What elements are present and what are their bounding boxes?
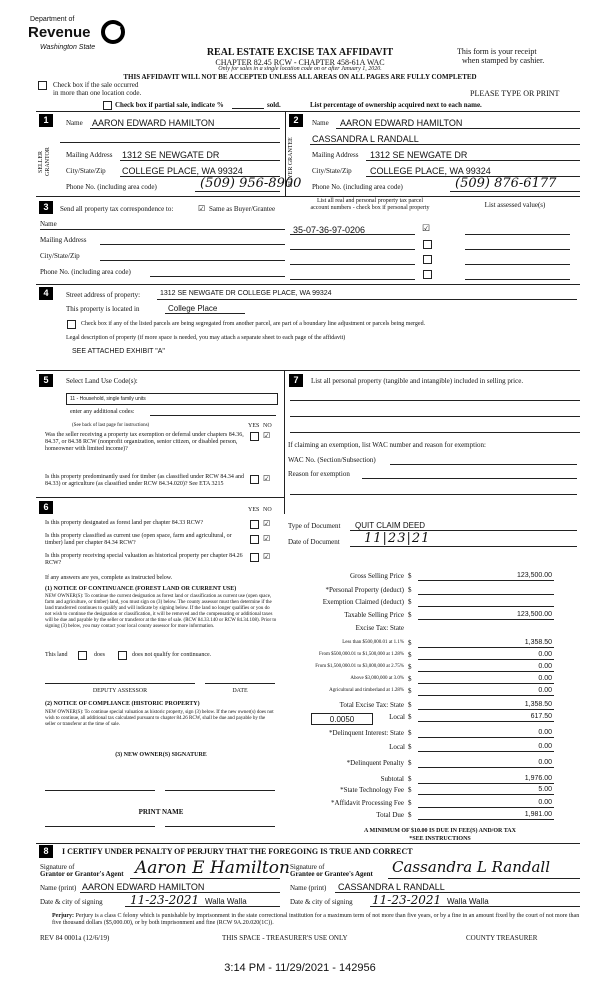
tax-row-label: *State Technology Fee — [340, 786, 404, 794]
buyer-city[interactable]: COLLEGE PLACE, WA 99324 — [370, 166, 491, 176]
ownership-note: List percentage of ownership acquired next to each name. — [310, 101, 482, 109]
notice-2-body: NEW OWNER(S): To continue special valuation as historic property, sign (3) below. If the new owner(s) does not wish to continue, all additional tax calculated pursuant to chapter 84.26 RCW, shall be due and payable by the seller or transferor at the time of sale. — [45, 710, 274, 727]
land-use-select[interactable] — [66, 393, 278, 405]
street-label: Street address of property: — [66, 291, 141, 299]
s5-q2-yes[interactable] — [250, 475, 259, 484]
parcel-personal-check[interactable]: ☑ — [422, 223, 431, 233]
s6-q1-yes[interactable] — [250, 520, 259, 529]
buyer-phone[interactable]: (509) 876-6177 — [455, 176, 557, 191]
section-3-number: 3 — [39, 201, 53, 214]
seller-name[interactable]: AARON EDWARD HAMILTON — [92, 118, 215, 128]
perjury-label: Perjury: — [52, 913, 74, 919]
land-use-value: 11 - Household, single family units — [70, 396, 146, 402]
tax-row-value[interactable]: 123,500.00 — [516, 572, 552, 579]
s6-q2-yes[interactable] — [250, 535, 259, 544]
s3-name-label: Name — [40, 220, 57, 228]
seller-city-label: City/State/Zip — [66, 167, 106, 175]
buyer-name-label: Name — [312, 119, 329, 127]
perjury-notice — [52, 913, 580, 927]
seller-city[interactable]: COLLEGE PLACE, WA 99324 — [122, 166, 243, 176]
s5-yes-header: YES — [248, 423, 260, 429]
doc-type[interactable]: QUIT CLAIM DEED — [355, 521, 426, 530]
grantor-date[interactable]: 11-23-2021 — [130, 893, 200, 907]
dollar-sign: $ — [408, 586, 412, 594]
section-6-number: 6 — [39, 501, 53, 514]
tax-row-value[interactable]: 0.00 — [538, 729, 552, 736]
recording-stamp: 3:14 PM - 11/29/2021 - 142956 — [224, 962, 376, 974]
buyer-mail[interactable]: 1312 SE NEWGATE DR — [370, 150, 468, 160]
tax-row-label: Subtotal — [380, 775, 404, 783]
s5-q1-yes[interactable] — [250, 432, 259, 441]
tax-row-label: Total Excise Tax: State — [339, 701, 404, 709]
dollar-sign: $ — [408, 799, 412, 807]
seller-phone[interactable]: (509) 956-8900 — [200, 176, 302, 191]
dollar-sign: $ — [408, 786, 412, 794]
see-instructions-note: *SEE INSTRUCTIONS — [409, 836, 471, 842]
tax-row-label: Exemption Claimed (deduct) — [322, 598, 404, 606]
s5-question-2: Is this property predominantly used for timber (as classified under RCW 84.34 and 84.33) or agriculture (as classified under RCW 84.34.020)? See ETA 3215 — [45, 474, 245, 487]
notice-1-body: NEW OWNER(S): To continue the current designation as forest land or classification as current use (open space, farm and agriculture, or timber) land, you must sign on (3) below. The county assessor must then determine if the land transferred continues to qualify and will indicate by signing below. If the land no longer qualifies or you do not wish to continue the designation or classification, it will be removed and the compensating or additional taxes will be due and payable by the seller or transferor at the time of sale. (RCW 84.33.140 or RCW 84.34.108). Prior to signing (3) below, you may contact your local county assessor for more information. — [45, 594, 277, 629]
grantor-signature[interactable]: Aaron E Hamilton — [135, 858, 290, 878]
tax-row-label: Excise Tax: State — [355, 624, 404, 632]
legal-desc-text: Legal description of property (if more space is needed, you may attach a separate sheet to each page of the affidavit) — [66, 335, 346, 341]
dept-line2: Revenue — [28, 24, 91, 41]
grantee-name-print-label: Name (print) — [290, 884, 327, 892]
s6-question-2: Is this property classified as current use (open space, farm and agricultural, or timber) land per chapter 84.34 RCW? — [45, 533, 232, 546]
dollar-sign: $ — [408, 743, 412, 751]
doc-type-label: Type of Document — [288, 522, 341, 530]
grantee-sig-label-2: Grantee or Grantee's Agent — [290, 870, 373, 878]
new-owner-sig-label: (3) NEW OWNER(S) SIGNATURE — [115, 752, 207, 758]
parcel-2-checkbox[interactable] — [423, 240, 432, 249]
multi-location-text-1: Check box if the sale occurred — [53, 81, 139, 89]
tax-row-value[interactable]: 617.50 — [530, 713, 552, 720]
tax-row-label: *Delinquent Penalty — [346, 759, 404, 767]
section-8-number: 8 — [39, 845, 53, 858]
s6-yes-header: YES — [248, 507, 260, 513]
send-correspondence-label: Send all property tax correspondence to: — [60, 205, 174, 213]
form-subnote: Only for sales in a single location code on or after January 1, 2020. — [218, 66, 382, 72]
s5-q2-no[interactable]: ☑ — [263, 474, 271, 483]
grantor-name-print[interactable]: AARON EDWARD HAMILTON — [82, 882, 205, 892]
dollar-sign: $ — [408, 775, 412, 783]
buyer-side-label: BUYER GRANTEE — [288, 137, 294, 187]
doc-date[interactable]: 11|23|21 — [364, 531, 431, 546]
certify-statement: I CERTIFY UNDER PENALTY OF PERJURY THAT THE FOREGOING IS TRUE AND CORRECT — [62, 847, 413, 856]
personal-property-label: List all personal property (tangible and intangible) included in selling price. — [311, 377, 524, 385]
assessed-header: List assessed value(s) — [484, 201, 546, 209]
wac-label: WAC No. (Section/Subsection) — [288, 456, 376, 464]
doc-date-label: Date of Document — [288, 538, 340, 546]
dollar-sign: $ — [408, 639, 412, 647]
buyer-mail-label: Mailing Address — [312, 151, 359, 159]
s6-if-yes: If any answers are yes, complete as instructed below. — [45, 575, 173, 581]
treasurer-use-label: THIS SPACE - TREASURER'S USE ONLY — [222, 934, 348, 942]
s6-question-3: Is this property receiving special valuation as historical property per chapter 84.26 RCW? — [45, 553, 243, 566]
form-revision: REV 84 0001a (12/6/19) — [40, 934, 110, 942]
section-2-number: 2 — [289, 114, 303, 127]
tax-row-value[interactable]: 123,500.00 — [516, 611, 552, 618]
same-as-buyer-label: Same as Buyer/Grantee — [209, 205, 276, 213]
seller-name-label: Name — [66, 119, 83, 127]
receipt-note-1: This form is your receipt — [457, 47, 537, 56]
dollar-sign: $ — [408, 729, 412, 737]
s3-mail-label: Mailing Address — [40, 236, 87, 244]
buyer-phone-label: Phone No. (including area code) — [312, 183, 403, 191]
land-does-checkbox[interactable] — [78, 651, 87, 660]
tax-row-label: Local — [389, 743, 405, 751]
parcel-header-1: List all real and personal property tax parcel — [316, 198, 424, 204]
form-title: REAL ESTATE EXCISE TAX AFFIDAVIT — [206, 47, 394, 58]
tax-row-label: From $500,000.01 to $1,500,000 at 1.28% — [319, 652, 404, 657]
legal-description[interactable]: SEE ATTACHED EXHIBIT "A" — [72, 348, 165, 355]
receipt-note-2: when stamped by cashier. — [462, 56, 545, 65]
notice-1-title: (1) NOTICE OF CONTINUANCE (FOREST LAND OR CURRENT USE) — [45, 586, 237, 592]
form-subtitle: CHAPTER 82.45 RCW - CHAPTER 458-61A WAC — [215, 58, 385, 67]
parcel-4-checkbox[interactable] — [423, 270, 432, 279]
s5-question-1: Was the seller receiving a property tax exemption or deferral under chapters 84.36, 84.37, or 84.38 RCW (nonprofit organization, senior citizen, or disabled person, homeowner with limited income)? — [45, 432, 244, 452]
tax-row-label: *Personal Property (deduct) — [325, 586, 404, 594]
s6-question-1: Is this property designated as forest land per chapter 84.33 RCW? — [45, 520, 204, 526]
dollar-sign: $ — [408, 759, 412, 767]
seller-mail[interactable]: 1312 SE NEWGATE DR — [122, 150, 220, 160]
deputy-date-label: DATE — [232, 688, 248, 694]
tax-row-value[interactable]: 0.00 — [538, 799, 552, 806]
parcel-header-2: account numbers - check box if personal property — [310, 205, 430, 211]
exemption-label: If claiming an exemption, list WAC number and reason for exemption: — [288, 441, 486, 449]
land-does-not-checkbox[interactable] — [118, 651, 127, 660]
located-city[interactable]: College Place — [168, 304, 218, 313]
print-name-label: PRINT NAME — [138, 808, 184, 816]
grantee-city[interactable]: Walla Walla — [447, 897, 489, 906]
tax-row-label: Total Due — [376, 811, 404, 819]
s5-no-header: NO — [263, 423, 272, 429]
dept-line1: Department of — [30, 16, 75, 23]
local-rate-box[interactable] — [311, 713, 373, 725]
s3-phone-label: Phone No. (including area code) — [40, 268, 131, 276]
buyer-name[interactable]: AARON EDWARD HAMILTON — [340, 118, 463, 128]
deputy-assessor-label: DEPUTY ASSESSOR — [92, 688, 148, 694]
tax-row-value[interactable]: 0.00 — [538, 675, 552, 682]
print-note: PLEASE TYPE OR PRINT — [470, 89, 560, 98]
grantee-signature[interactable]: Cassandra L Randall — [392, 858, 551, 876]
same-as-buyer-check[interactable]: ☑ — [198, 204, 206, 213]
dollar-sign: $ — [408, 675, 412, 683]
dor-logo — [28, 16, 138, 66]
perjury-text: Perjury is a class C felony which is punishable by imprisonment in the state correctional institution for a maximum term of not more than five years, or by a fine in an amount fixed by the court of not more than five thousand dollars ($5,000.00), or by both imprisonment and fine (RCW 9A.20.020(1C)). — [52, 913, 580, 926]
dollar-sign: $ — [408, 713, 412, 721]
dollar-sign: $ — [408, 811, 412, 819]
tax-row-label: Agricultural and timberland at 1.28% — [329, 688, 404, 693]
parcel-3-checkbox[interactable] — [423, 255, 432, 264]
segregated-text: Check box if any of the listed parcels are being segregated from another parcel, are part of a boundary line adjustment or parcels being merged. — [81, 321, 426, 327]
grantor-name-print-label: Name (print) — [40, 884, 77, 892]
dor-swirl-icon — [100, 20, 126, 44]
dollar-sign: $ — [408, 572, 412, 580]
tax-row-label: From $1,500,000.01 to $3,000,000 at 2.75% — [315, 664, 404, 669]
parcel-number[interactable]: 35-07-36-97-0206 — [293, 225, 366, 235]
notice-2-title: (2) NOTICE OF COMPLIANCE (HISTORIC PROPERTY) — [45, 701, 200, 707]
partial-sale-text: Check box if partial sale, indicate % — [115, 101, 224, 109]
seller-phone-label: Phone No. (including area code) — [66, 183, 157, 191]
section-4-number: 4 — [39, 287, 53, 300]
multi-location-checkbox[interactable] — [38, 81, 47, 90]
tax-row-value[interactable]: 5.00 — [538, 786, 552, 793]
county-treasurer-label: COUNTY TREASURER — [466, 934, 538, 942]
multi-location-text-2: in more than one location code. — [53, 89, 142, 97]
dollar-sign: $ — [408, 663, 412, 671]
additional-codes-label: enter any additional codes: — [70, 409, 135, 415]
dollar-sign: $ — [408, 598, 412, 606]
dept-line3: Washington State — [40, 44, 96, 51]
tax-row-value[interactable]: 1,358.50 — [524, 701, 552, 708]
s6-q1-no[interactable]: ☑ — [263, 519, 271, 528]
tax-row-label: Above $3,000,000 at 3.0% — [350, 676, 404, 681]
s3-city-label: City/State/Zip — [40, 252, 80, 260]
tax-row-value[interactable]: 0.00 — [538, 687, 552, 694]
dollar-sign: $ — [408, 611, 412, 619]
grantee-sig-label-1: Signature of — [290, 863, 325, 871]
land-does-not-label: does not qualify for continuance. — [132, 652, 212, 658]
tax-row-value[interactable]: 0.00 — [538, 759, 552, 766]
land-does-label: does — [94, 652, 105, 658]
section-1-number: 1 — [39, 114, 53, 127]
partial-sale-checkbox[interactable] — [103, 101, 112, 110]
tax-row-value[interactable]: 0.00 — [538, 651, 552, 658]
minimum-due-note: A MINIMUM OF $10.00 IS DUE IN FEE(S) AND/OR TAX — [364, 828, 516, 834]
tax-row-value[interactable]: 0.00 — [538, 663, 552, 670]
s5-q1-no[interactable]: ☑ — [263, 431, 271, 440]
tax-row-label: Taxable Selling Price — [344, 611, 404, 619]
seller-side-label: SELLER GRANTOR — [38, 147, 51, 177]
this-land-label: This land — [45, 652, 68, 658]
grantee-date[interactable]: 11-23-2021 — [372, 893, 442, 907]
s6-q3-yes[interactable] — [250, 553, 259, 562]
segregated-checkbox[interactable] — [67, 320, 76, 329]
buyer-name-2[interactable]: CASSANDRA L RANDALL — [312, 134, 419, 144]
tax-row-value[interactable]: 0.00 — [538, 743, 552, 750]
seller-mail-label: Mailing Address — [66, 151, 113, 159]
sold-label: sold. — [267, 101, 281, 109]
grantor-date-label: Date & city of signing — [40, 898, 103, 906]
tax-row-label: Gross Selling Price — [349, 572, 404, 580]
tax-row-label: *Delinquent Interest: State — [328, 729, 404, 737]
tax-row-value[interactable]: 1,981.00 — [524, 811, 552, 818]
tax-row-label: Less than $500,000.01 at 1.1% — [342, 640, 404, 645]
section-5-number: 5 — [39, 374, 53, 387]
s6-q3-no[interactable]: ☑ — [263, 552, 271, 561]
tax-row-value[interactable]: 1,358.50 — [524, 639, 552, 646]
grantor-sig-label-1: Signature of — [40, 863, 75, 871]
form-warning: THIS AFFIDAVIT WILL NOT BE ACCEPTED UNLESS ALL AREAS ON ALL PAGES ARE FULLY COMPLETED — [123, 73, 477, 81]
street-address[interactable]: 1312 SE NEWGATE DR COLLEGE PLACE, WA 99324 — [160, 290, 332, 297]
select-land-use-label: Select Land Use Code(s): — [66, 377, 138, 385]
see-back-note: (See back of last page for instructions) — [72, 423, 150, 428]
grantee-name-print[interactable]: CASSANDRA L RANDALL — [338, 882, 445, 892]
grantor-sig-label-2: Grantor or Grantor's Agent — [40, 870, 124, 878]
section-7-number: 7 — [289, 374, 303, 387]
dollar-sign: $ — [408, 651, 412, 659]
tax-row-label: Local — [389, 713, 405, 721]
buyer-city-label: City/State/Zip — [312, 167, 352, 175]
grantor-city[interactable]: Walla Walla — [205, 897, 247, 906]
tax-row-value[interactable]: 1,976.00 — [524, 775, 552, 782]
local-rate: 0.0050 — [329, 715, 355, 724]
s6-q2-no[interactable]: ☑ — [263, 534, 271, 543]
dollar-sign: $ — [408, 687, 412, 695]
s6-no-header: NO — [263, 507, 272, 513]
reason-label: Reason for exemption — [288, 470, 350, 478]
dollar-sign: $ — [408, 701, 412, 709]
located-label: This property is located in — [66, 305, 140, 313]
tax-row-label: *Affidavit Processing Fee — [331, 799, 404, 807]
grantee-date-label: Date & city of signing — [290, 898, 353, 906]
